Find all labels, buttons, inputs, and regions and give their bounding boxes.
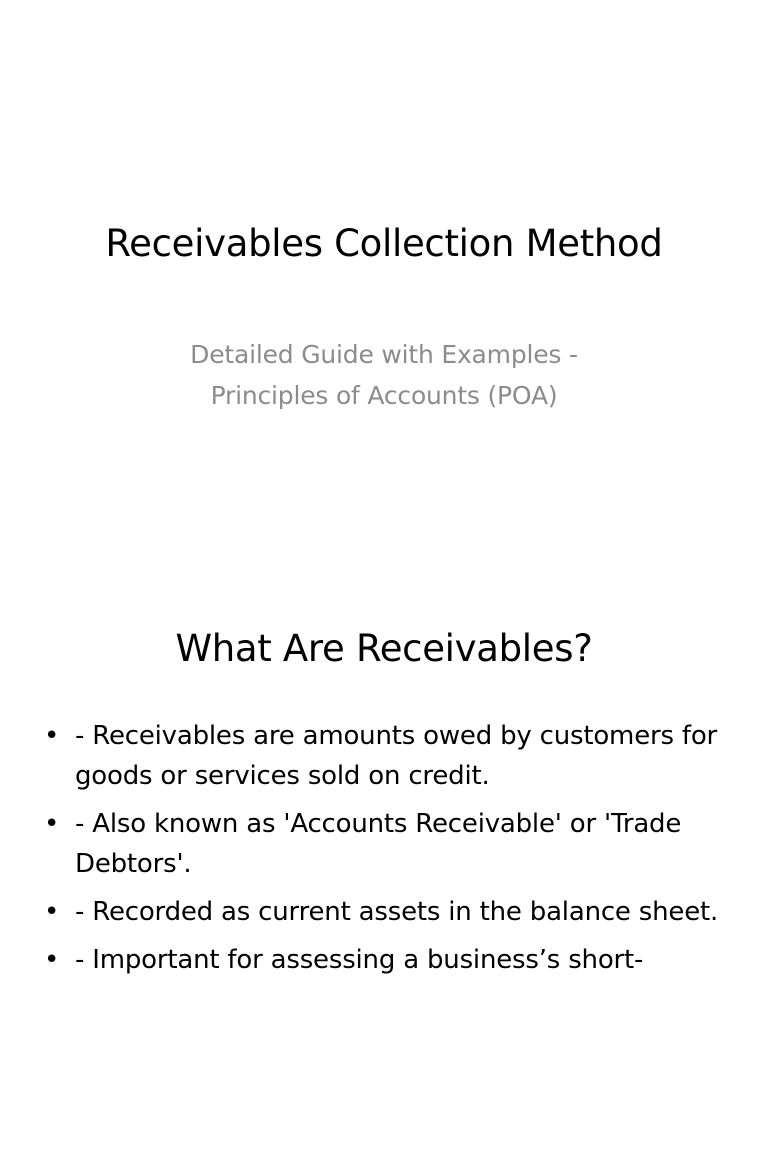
bullet-icon: • [44, 809, 60, 839]
bullet-icon: • [44, 897, 60, 927]
content-slide [0, 576, 768, 1152]
slide-subtitle [0, 334, 768, 416]
bullet-text: - Recorded as current assets in the balance sheet. [75, 897, 719, 927]
list-item [38, 804, 738, 884]
bullet-text: - Also known as 'Accounts Receivable' or 'Trade Debtors'. [75, 809, 682, 879]
list-item [38, 716, 738, 796]
bullet-list [38, 716, 738, 988]
list-item [38, 892, 738, 932]
section-title: What Are Receivables? [175, 627, 593, 670]
bullet-text: - Receivables are amounts owed by customers for goods or services sold on credit. [75, 721, 718, 791]
bullet-text: - Important for assessing a business’s short- [75, 945, 644, 975]
subtitle-line: Detailed Guide with Examples - [190, 340, 578, 369]
bullet-icon: • [44, 721, 60, 751]
bullet-icon: • [44, 945, 60, 975]
list-item [38, 940, 738, 980]
subtitle-line: Principles of Accounts (POA) [210, 381, 558, 410]
slide-title: Receivables Collection Method [105, 222, 663, 265]
